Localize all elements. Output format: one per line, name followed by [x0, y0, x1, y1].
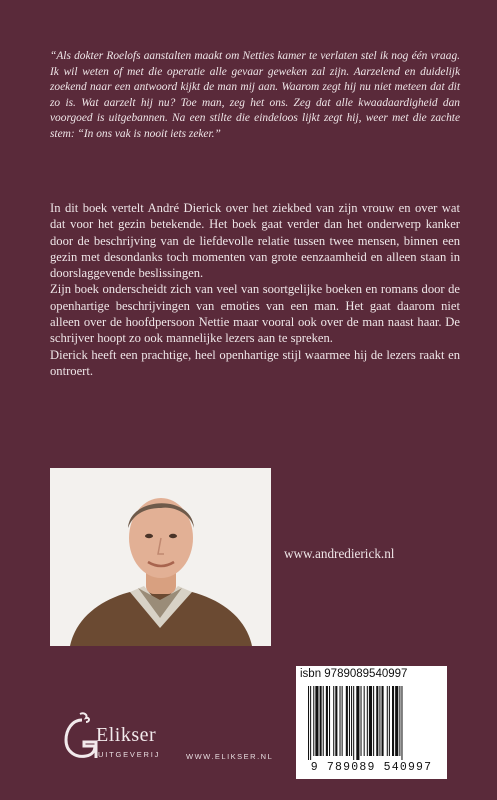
description-paragraph: Dierick heeft een prachtige, heel openhartige stijl waarmee hij de lezers raakt en ontroert. [50, 347, 460, 378]
book-description [50, 200, 460, 379]
author-photo [50, 468, 271, 646]
description-paragraph: In dit boek vertelt André Dierick over het ziekbed van zijn vrouw en over wat dat voor het gezin betekende. Het boek gaat verder dan het onderwerp kanker door de beschrijving van de liefdevolle relatie tussen twee mensen, binnen een gezin met desondanks toch momenten van grote eenzaamheid en alleen staan in doorslaggevende beslissingen. [50, 201, 460, 281]
barcode-digits: 9 789089 540997 [310, 761, 433, 774]
publisher-name: Elikser [96, 724, 157, 746]
barcode-bars [308, 686, 436, 760]
author-website: www.andredierick.nl [284, 546, 395, 561]
description-paragraph: Zijn boek onderscheidt zich van veel van soortgelijke boeken en romans door de openhartige beschrijvingen van emoties van een man. Het gaat daarom niet alleen over de hoofdpersoon Nettie maar vooral ook over de man naast haar. De schrijver hoopt zo ook mannelijke lezers aan te spreken. [50, 282, 460, 346]
publisher-url: WWW.ELIKSER.NL [186, 752, 274, 761]
isbn-barcode [296, 666, 447, 779]
publisher-subtitle: UITGEVERIJ [98, 750, 161, 759]
isbn-label: isbn 9789089540997 [300, 668, 408, 680]
back-cover-quote: “Als dokter Roelofs aanstalten maakt om Netties kamer te verlaten stel ik nog één vraag. Ik wil weten of met die operatie alle gevaar geweken zal zijn. Aarzelend en duidelijk zoekend naar een antwoord kijkt de man mij aan. Waarom zegt hij nu niet meteen dat dit zo is. Wat aarzelt hij nu? Toe man, zeg het ons. Zeg dat alle kwaadaardigheid dan voorgoed is uitgebannen. Na een stilte die eindeloos lijkt zegt hij, weer met die zachte stem: “In ons vak is nooit iets zeker.” [50, 50, 460, 140]
